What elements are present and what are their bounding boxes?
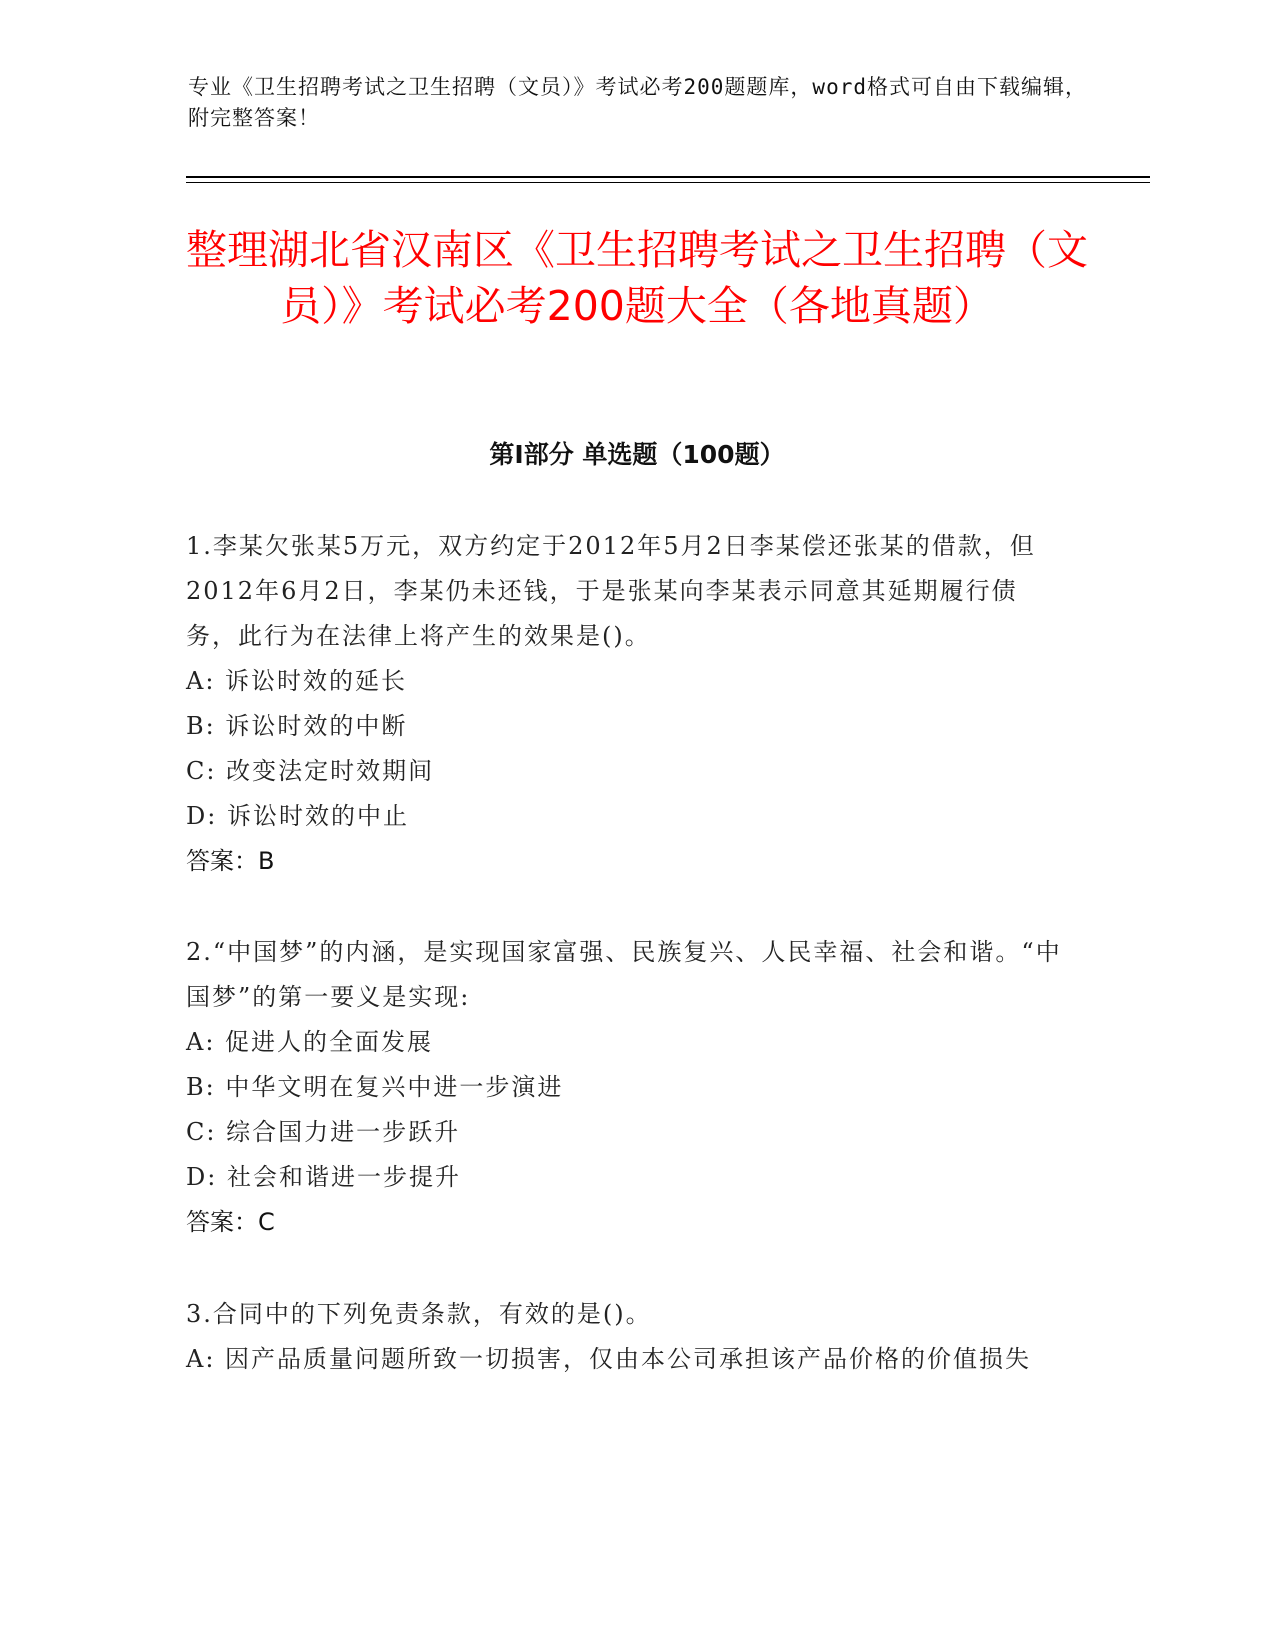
header-rule-thin [186,182,1150,183]
question-1 [186,524,1066,884]
answer: 答案：C [186,1208,275,1236]
header-note: 专业《卫生招聘考试之卫生招聘（文员）》考试必考200题题库，word格式可自由下载编辑，附完整答案！ [188,75,1087,130]
option-d: D: 社会和谐进一步提升 [186,1163,461,1191]
option-a: A: 因产品质量问题所致一切损害，仅由本公司承担该产品价格的价值损失 [186,1345,1032,1373]
question-2 [186,930,1066,1245]
option-c: C: 综合国力进一步跃升 [186,1118,461,1146]
document-title: 整理湖北省汉南区《卫生招聘考试之卫生招聘（文员）》考试必考200题大全（各地真题） [186,226,1088,330]
option-a: A: 诉讼时效的延长 [186,667,408,695]
answer: 答案：B [186,847,275,875]
option-d: D: 诉讼时效的中止 [186,802,409,830]
option-c: C: 改变法定时效期间 [186,757,435,785]
option-b: B: 中华文明在复兴中进一步演进 [186,1073,564,1101]
header-rule-thick [186,176,1150,178]
question-text: 1.李某欠张某5万元，双方约定于2012年5月2日李某偿还张某的借款，但2012年6月2日，李某仍未还钱，于是张某向李某表示同意其延期履行债务，此行为在法律上将产生的效果是()。 [186,532,1036,650]
question-text: 2.“中国梦”的内涵，是实现国家富强、民族复兴、人民幸福、社会和谐。“中国梦”的第一要义是实现: [186,938,1062,1011]
section-heading: 第I部分 单选题（100题） [489,440,785,469]
option-b: B: 诉讼时效的中断 [186,712,408,740]
question-text: 3.合同中的下列免责条款，有效的是()。 [186,1300,652,1328]
question-3 [186,1292,1066,1382]
option-a: A: 促进人的全面发展 [186,1028,434,1056]
